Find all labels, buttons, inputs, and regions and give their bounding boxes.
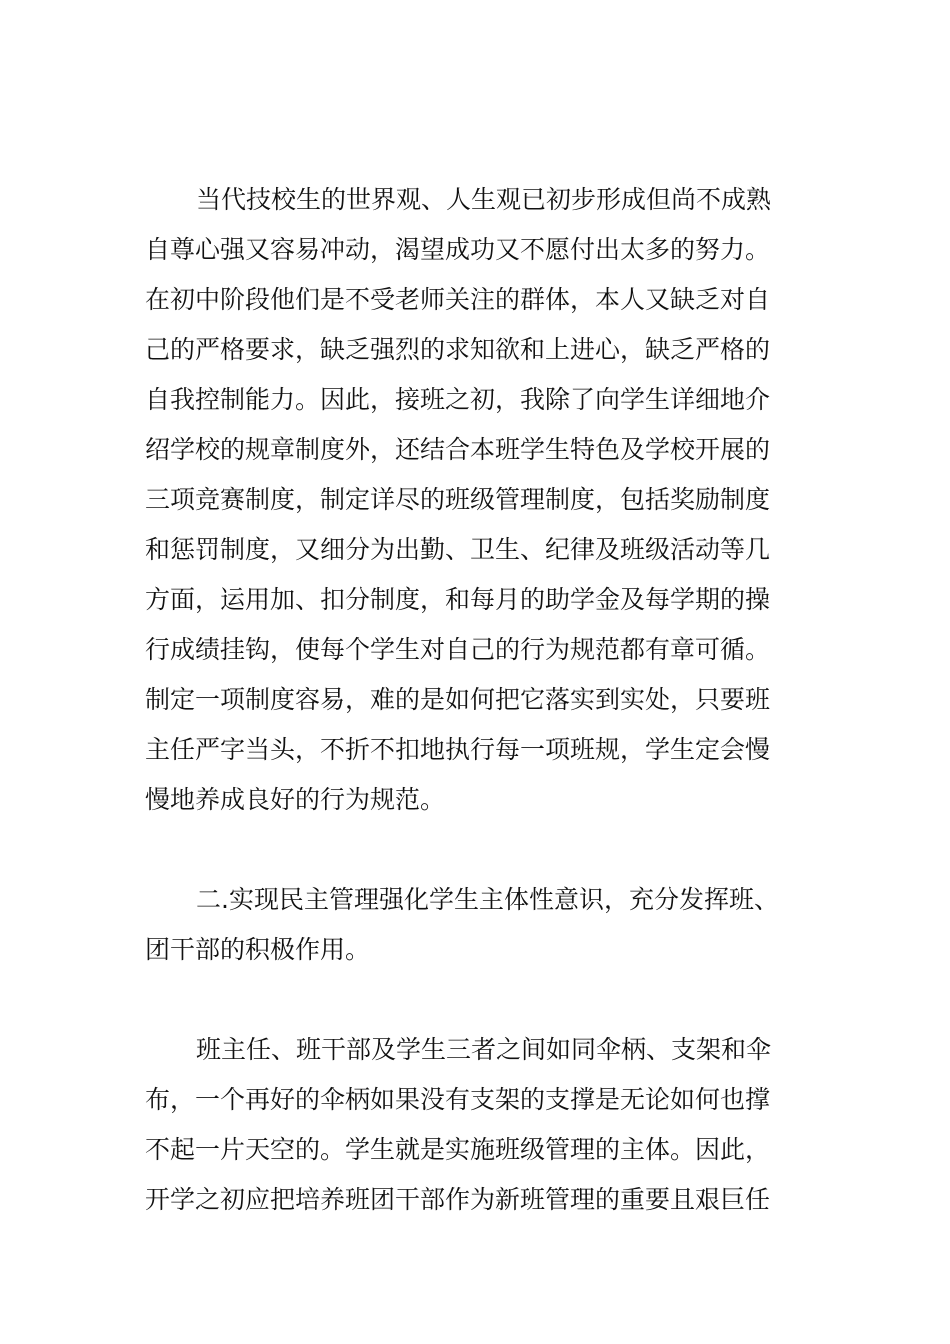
- section-heading-line: 团干部的积极作用。: [145, 935, 371, 964]
- paragraph-1-line: 制定一项制度容易，难的是如何把它落实到实处，只要班: [145, 685, 771, 714]
- paragraph-2-line: 开学之初应把培养班团干部作为新班管理的重要且艰巨任: [145, 1185, 771, 1214]
- paragraph-2-line: 班主任、班干部及学生三者之间如同伞柄、支架和伞: [196, 1035, 772, 1064]
- paragraph-2-line: 布，一个再好的伞柄如果没有支架的支撑是无论如何也撑: [145, 1085, 771, 1114]
- paragraph-1-line: 绍学校的规章制度外，还结合本班学生特色及学校开展的: [145, 435, 771, 464]
- paragraph-1-line: 慢地养成良好的行为规范。: [145, 785, 446, 814]
- paragraph-1-line: 和惩罚制度，又细分为出勤、卫生、纪律及班级活动等几: [145, 535, 771, 564]
- paragraph-2-line: 不起一片天空的。学生就是实施班级管理的主体。因此，: [145, 1135, 771, 1164]
- paragraph-1-line: 自尊心强又容易冲动，渴望成功又不愿付出太多的努力。: [145, 235, 771, 264]
- paragraph-1-line: 主任严字当头，不折不扣地执行每一项班规，学生定会慢: [145, 735, 771, 764]
- paragraph-1-line: 自我控制能力。因此，接班之初，我除了向学生详细地介: [145, 385, 771, 414]
- paragraph-1-line: 己的严格要求，缺乏强烈的求知欲和上进心，缺乏严格的: [145, 335, 771, 364]
- paragraph-1-line: 在初中阶段他们是不受老师关注的群体，本人又缺乏对自: [145, 285, 771, 314]
- paragraph-1-line: 三项竞赛制度，制定详尽的班级管理制度，包括奖励制度: [145, 485, 771, 514]
- paragraph-1-line: 当代技校生的世界观、人生观已初步形成但尚不成熟: [196, 185, 772, 214]
- paragraph-1-line: 行成绩挂钩，使每个学生对自己的行为规范都有章可循。: [145, 635, 771, 664]
- paragraph-1-line: 方面，运用加、扣分制度，和每月的助学金及每学期的操: [145, 585, 771, 614]
- section-heading-line: 二.实现民主管理强化学生主体性意识，充分发挥班、: [196, 885, 779, 914]
